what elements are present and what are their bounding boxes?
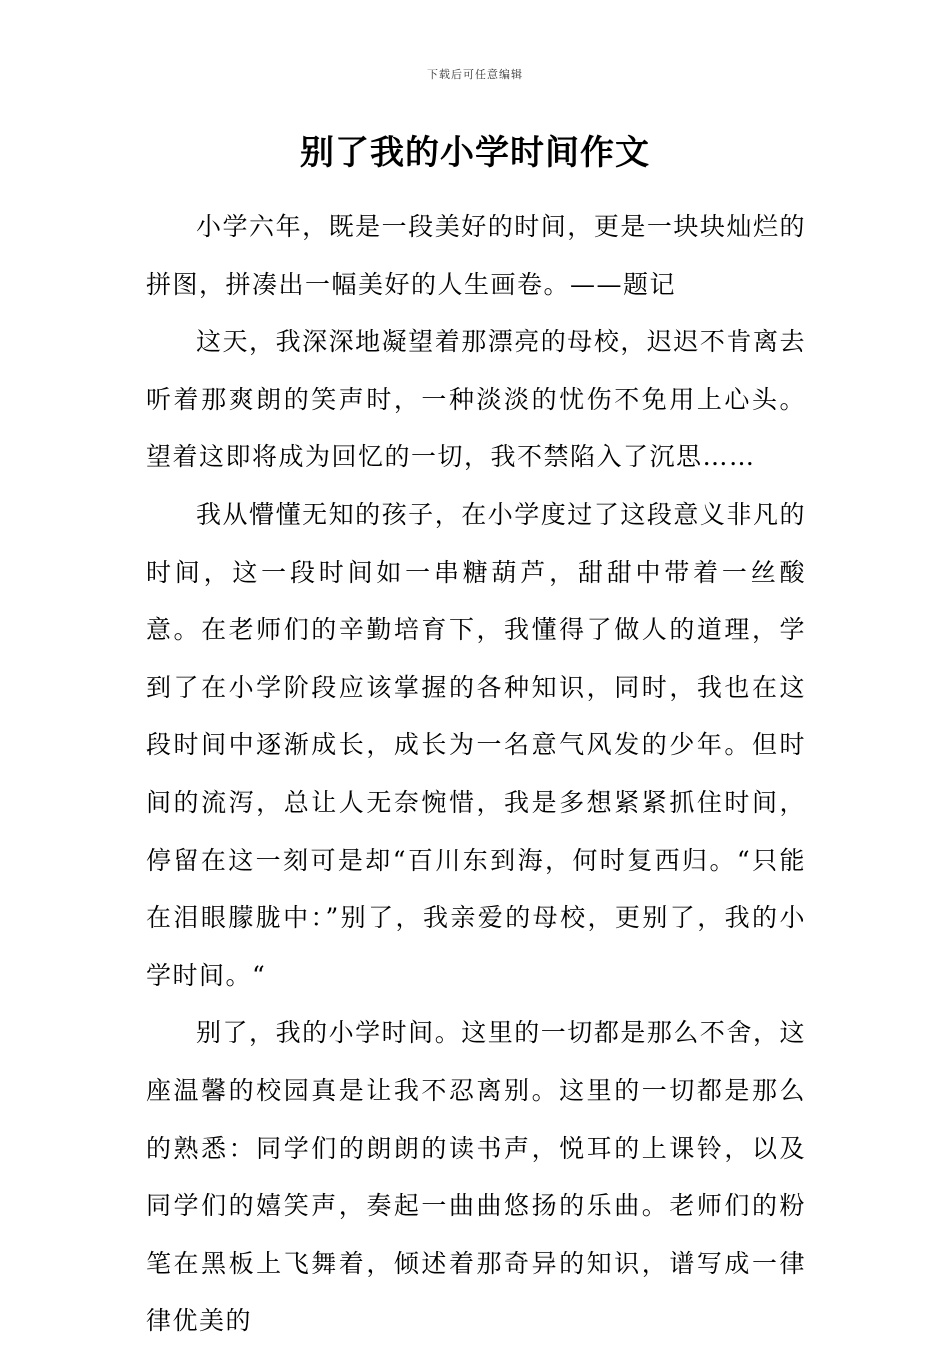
paragraph-4: 别了，我的小学时间。这里的一切都是那么不舍，这座温馨的校园真是让我不忍离别。这里的一切都是那么的熟悉：同学们的朗朗的读书声，悦耳的上课铃，以及同学们的嬉笑声，奏起一曲曲悠扬的乐曲。老师们的粉笔在黑板上飞舞着，倾述着那奇异的知识，谱写成一律律优美的 bbox=[146, 1018, 806, 1336]
document-title: 别了我的小学时间作文 bbox=[300, 133, 650, 173]
document-body bbox=[146, 198, 806, 1350]
paragraph-2: 这天，我深深地凝望着那漂亮的母校，迟迟不肯离去听着那爽朗的笑声时，一种淡淡的忧伤不免用上心头。望着这即将成为回忆的一切，我不禁陷入了沉思…… bbox=[146, 327, 806, 472]
paragraph-3: 我从懵懂无知的孩子，在小学度过了这段意义非凡的时间，这一段时间如一串糖葫芦，甜甜中带着一丝酸意。在老师们的辛勤培育下，我懂得了做人的道理，学到了在小学阶段应该掌握的各种知识，同时，我也在这段时间中逐渐成长，成长为一名意气风发的少年。但时间的流泻，总让人无奈惋惜，我是多想紧紧抓住时间，停留在这一刻可是却“百川东到海，何时复西归。“只能在泪眼朦胧中：”别了，我亲爱的母校，更别了，我的小学时间。“ bbox=[146, 499, 806, 990]
paragraph-epigraph: 小学六年，既是一段美好的时间，更是一块块灿烂的拼图，拼凑出一幅美好的人生画卷。——题记 bbox=[146, 212, 806, 299]
header-note: 下载后可任意编辑 bbox=[427, 68, 523, 81]
